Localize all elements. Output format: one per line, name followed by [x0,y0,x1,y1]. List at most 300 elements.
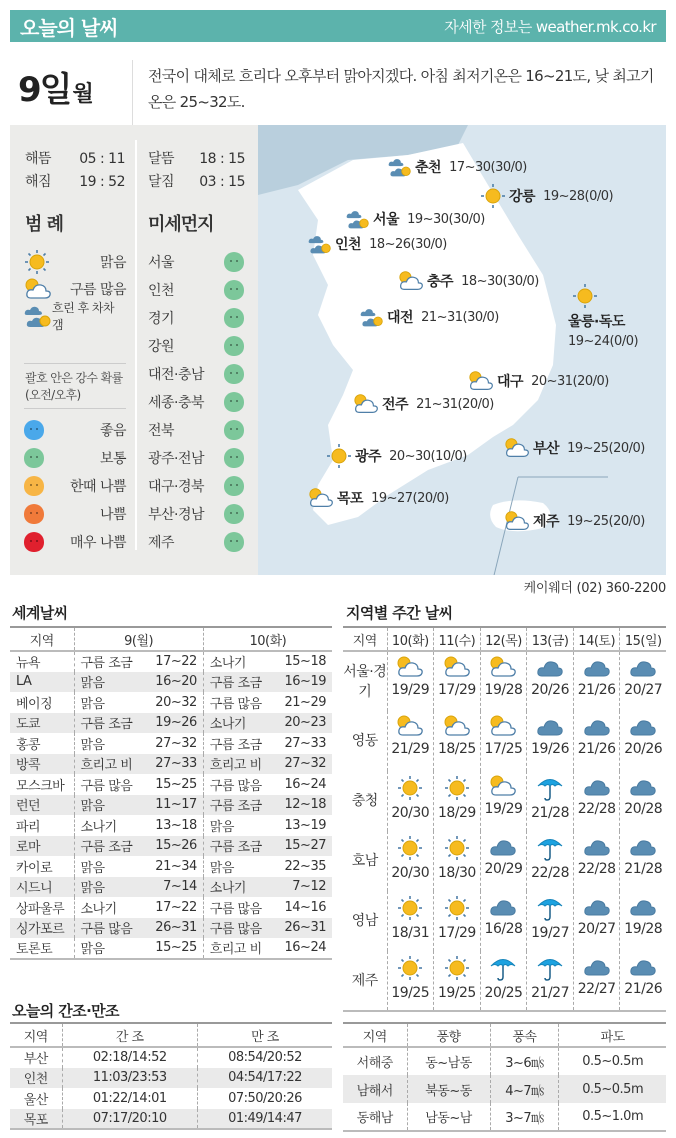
region-name: 강원 [148,339,175,355]
date-display [18,62,94,111]
city-chungju [398,270,539,292]
wind-speed: 3~7㎧ [490,1103,559,1131]
temp-range: 21/29 [391,741,430,757]
precip-note: 괄호 안은 강수 확률 (오전/오후) [25,371,123,402]
dust-level-very-bad [24,528,126,556]
temp-range: 15~27 [274,836,332,857]
temp-range: 7~12 [274,877,332,898]
temp-range: 19~26 [145,713,203,734]
forecast-cell [573,891,620,951]
city-daejeon [360,305,499,329]
forecast-cell [480,771,527,831]
temp-range: 27~33 [145,754,203,775]
col-day: 13(금) [527,627,574,651]
overcast-icon [629,719,657,734]
moonrise-label: 달뜸 [148,151,175,167]
dust-legend [24,416,126,556]
temp-range: 17/29 [437,682,476,698]
temp-range: 19/25 [437,985,476,1001]
overcast-clearing-icon [360,305,384,329]
city-temp: 18~30(30/0) [461,273,539,289]
city-temp: 19~24(0/0) [568,334,639,349]
table-row [10,1047,332,1068]
city-name: 방콕 [10,754,74,775]
face-normal-icon [224,280,244,300]
table-row [343,711,666,771]
temp-range: 17~22 [155,654,197,670]
city-name: 싱가포르 [10,918,74,939]
col-region: 지역 [10,627,74,651]
overcast-icon [583,719,611,734]
table-header [10,627,332,651]
temp-range: 27~32 [155,735,197,751]
wind-speed: 3~6㎧ [490,1047,559,1075]
cloudy-icon [396,660,424,675]
temp-range: 19/28 [484,682,523,698]
region-name: 목포 [10,1109,62,1130]
forecast-cell [573,951,620,1011]
legend-item [24,248,126,275]
forecast-cell [387,771,434,831]
face-normal-icon [224,252,244,272]
city-name: LA [10,672,74,693]
city-name: 뉴욕 [16,656,41,672]
sun-icon [444,781,470,796]
city-temp: 17~30(30/0) [449,159,527,175]
temp-range: 21/26 [577,741,616,757]
temp-range: 19/25 [391,985,430,1001]
temp-range: 20/30 [391,805,430,821]
forecast-cell [573,771,620,831]
temp-range: 16~24 [284,940,326,956]
low-tide-time: 02:18/14:52 [62,1047,197,1068]
col-day: 14(토) [573,627,620,651]
forecast-cell [387,951,434,1011]
temp-range: 20/27 [624,682,663,698]
sunset-time: 19 : 52 [79,174,125,190]
dust-region [148,304,244,332]
overcast-icon [583,839,611,854]
temp-range: 18/29 [437,805,476,821]
cloudy-icon [443,660,471,675]
region-name: 인천 [10,1068,62,1089]
condition: 구름 많음 [203,897,274,918]
temp-range: 21/28 [624,861,663,877]
sunrise-time: 05 : 11 [79,151,125,167]
dust-level-sometimes-bad [24,472,126,500]
col-day: 10(화) [387,627,434,651]
city-name: 광주 [355,449,382,465]
temp-range: 22/28 [577,801,616,817]
cloudy-icon [489,719,517,734]
forecast-cell [434,891,481,951]
forecast-cell [527,891,574,951]
table-row [10,897,332,918]
low-tide-time: 01:22/14:01 [62,1088,197,1109]
forecast-cell [434,951,481,1011]
city-name: 춘천 [415,160,442,176]
sun-icon [397,781,423,796]
overcast-icon [629,899,657,914]
temp-range: 21/26 [577,682,616,698]
face-normal-icon [224,336,244,356]
korea-map [258,125,666,575]
table-row [343,951,666,1011]
city-temp: 21~31(30/0) [421,309,499,325]
face-normal-icon [224,308,244,328]
temp-range: 20/28 [624,801,663,817]
temp-range: 27~32 [274,754,332,775]
forecast-cell [620,951,666,1011]
cloudy-icon [353,393,379,415]
moonset-label: 달짐 [148,174,175,190]
region-name: 남해서 [343,1075,407,1103]
col-wind-direction: 풍향 [407,1023,490,1047]
table-row [10,877,332,898]
temp-range: 22~35 [284,858,326,874]
city-name: 서울 [373,212,400,228]
world-weather-title: 세계날씨 [12,604,68,622]
umbrella-icon [536,781,564,796]
face-normal-icon [224,392,244,412]
table-row [10,713,332,734]
moon-times [148,148,245,194]
col-high-tide: 만 조 [197,1023,332,1047]
overcast-icon [489,839,517,854]
region-name: 서해중 [356,1056,393,1071]
fine-dust-title: 미세먼지 [148,214,214,235]
city-temp: 19~30(30/0) [407,211,485,227]
sunrise-label: 해뜸 [25,151,52,167]
region-name: 인천 [148,283,175,299]
weekly-weather-table [343,626,666,1012]
dust-region [148,332,244,360]
region-name: 영남 [351,913,378,929]
temp-range: 17/29 [437,925,476,941]
temp-range: 18/30 [437,865,476,881]
temp-range: 21/28 [531,805,569,821]
temp-range: 26~31 [274,918,332,939]
region-name: 동해남 [356,1111,393,1126]
temp-range: 19/29 [391,682,430,698]
umbrella-icon [536,961,564,976]
col-wave: 파도 [559,1023,666,1047]
temp-range: 20~32 [155,694,197,710]
condition: 구름 많음 [74,774,145,795]
city-name: 토론토 [16,942,53,958]
city-name: 파리 [16,819,41,835]
low-tide-time: 11:03/23:53 [62,1068,197,1089]
condition: 소나기 [74,897,145,918]
weekly-weather-title: 지역별 주간 날씨 [346,604,453,622]
cloudy-icon [308,487,334,509]
condition: 맑음 [74,672,145,693]
city-seoul [346,207,485,231]
temp-range: 13~19 [284,817,326,833]
forecast-cell [527,831,574,891]
temp-range: 20/26 [624,741,663,757]
temp-range: 18/25 [437,741,476,757]
face-sometimes-bad-icon [24,476,44,496]
forecast-cell [620,711,666,771]
overcast-icon [536,719,564,734]
table-row [10,815,332,836]
table-row [343,831,666,891]
legend-list [24,248,126,332]
overcast-icon [489,899,517,914]
temp-range: 21/27 [531,985,569,1001]
sunset-label: 해짐 [25,174,52,190]
overcast-icon [629,839,657,854]
cloudy-icon [468,370,494,392]
forecast-cell [620,891,666,951]
sun-icon [572,283,598,309]
table-row [10,754,332,775]
temp-range: 21~29 [284,694,326,710]
temp-range: 19/28 [624,921,663,937]
col-region: 지역 [10,1023,62,1047]
table-header [343,1023,666,1047]
col-low-tide: 간 조 [62,1023,197,1047]
overcast-clearing-icon [308,232,332,256]
overcast-icon [583,899,611,914]
dust-region [148,360,244,388]
high-tide-time: 01:49/14:47 [197,1109,332,1130]
table-header [343,627,666,651]
city-temp: 18~26(30/0) [369,236,447,252]
forecast-cell [434,831,481,891]
temp-range: 15~18 [284,654,326,670]
table-row [10,672,332,693]
city-name: 로마 [10,836,74,857]
city-ulleung-dokdo [568,283,638,349]
temp-range: 20/25 [484,985,523,1001]
temp-range: 16~19 [274,672,332,693]
temp-range: 20~23 [274,713,332,734]
city-temp: 20~30(10/0) [389,448,467,464]
city-incheon [308,232,447,256]
region-name: 경기 [148,311,175,327]
city-jeju [504,510,645,532]
wind-direction: 동~남동 [407,1047,490,1075]
forecast-cell [573,651,620,711]
data-credit: 케이웨더 (02) 360-2200 [523,581,666,596]
table-row [343,651,666,711]
forecast-cell [527,771,574,831]
city-name: 전주 [382,397,409,413]
temp-range: 18/31 [391,925,430,941]
city-name: 홍콩 [16,737,41,753]
divider [135,140,137,550]
forecast-cell [620,771,666,831]
temp-range: 11~17 [145,795,203,816]
table-row [10,733,332,754]
city-temp: 19~27(20/0) [371,490,449,506]
city-daegu [468,370,609,392]
face-bad-icon [24,504,44,524]
date-weekday: 월 [72,82,94,107]
col-day: 15(일) [620,627,666,651]
region-name: 서울 [148,255,175,271]
temp-range: 26~31 [145,918,203,939]
temp-range: 15~26 [145,836,203,857]
condition: 흐리고 비 [203,754,274,775]
city-mokpo [308,487,449,509]
forecast-cell [620,651,666,711]
forecast-cell [434,711,481,771]
overcast-icon [536,660,564,675]
wind-direction: 북동~동 [407,1075,490,1103]
condition: 소나기 [203,877,274,898]
table-row [10,1088,332,1109]
overcast-icon [629,660,657,675]
region-name: 충청 [351,793,378,809]
dust-region [148,444,244,472]
col-region: 지역 [343,627,387,651]
dust-label: 보통 [99,451,126,467]
city-name: 충주 [427,274,454,290]
tide-title: 오늘의 간조·만조 [12,1002,119,1020]
region-name: 부산·경남 [148,507,205,523]
face-normal-icon [224,476,244,496]
umbrella-icon [536,841,564,856]
condition: 소나기 [74,815,145,836]
forecast-cell [573,711,620,771]
face-very-bad-icon [24,532,44,552]
region-name: 울산 [23,1092,48,1108]
city-name: 카이로 [16,860,53,876]
temp-range: 22/28 [577,861,616,877]
condition: 맑음 [74,938,145,959]
temp-range: 17~22 [155,899,197,915]
legend-item [24,300,126,332]
col-day: 11(수) [434,627,481,651]
city-temp: 20~31(20/0) [531,373,609,389]
condition: 맑음 [74,856,145,877]
condition: 맑음 [74,877,145,898]
dust-level-bad [24,500,126,528]
cloudy-icon [504,510,530,532]
forecast-cell [434,771,481,831]
city-jeonju [353,393,494,415]
temp-range: 20/27 [577,921,616,937]
table-row [10,774,332,795]
region-name: 제주 [351,972,378,989]
table-row [10,1068,332,1089]
condition: 구름 조금 [203,795,274,816]
forecast-cell [480,651,527,711]
overcast-icon [629,779,657,794]
face-normal-icon [24,448,44,468]
sun-times [25,148,125,194]
city-name: 부산 [533,441,560,457]
condition: 구름 조금 [203,836,274,857]
forecast-cell [387,711,434,771]
table-row [343,1075,666,1103]
face-normal-icon [224,504,244,524]
condition: 구름 조금 [203,672,274,693]
condition: 구름 많음 [74,918,145,939]
region-name: 부산 [23,1052,48,1068]
forecast-cell [387,891,434,951]
forecast-cell [620,831,666,891]
region-name: 대구·경북 [148,479,205,495]
overcast-clearing-icon [346,207,370,231]
table-row [10,918,332,939]
temp-range: 22/27 [577,981,616,997]
forecast-summary: 전국이 대체로 흐리다 오후부터 맑아지겠다. 아침 최저기온은 16~21도, 낮 최고기온은 25~32도. [148,67,654,111]
table-header [10,1023,332,1047]
table-row [343,771,666,831]
high-tide-time: 08:54/20:52 [197,1047,332,1068]
moonset-time: 03 : 15 [199,174,245,190]
region-name: 광주·전남 [148,451,205,467]
temp-range: 17/25 [484,741,523,757]
forecast-cell [480,951,527,1011]
legend-label: 맑음 [99,254,126,271]
sun-icon [444,961,470,976]
temp-range: 14~16 [284,899,326,915]
city-name: 시드니 [10,877,74,898]
region-name: 제주 [148,535,175,551]
region-name: 호남 [351,853,378,869]
city-name: 모스크바 [16,778,65,794]
city-name: 런던 [10,795,74,816]
city-name: 인천 [335,237,362,253]
condition: 맑음 [74,692,145,713]
wind-speed: 4~7㎧ [490,1075,559,1103]
forecast-cell [480,831,527,891]
city-temp: 19~25(20/0) [567,513,645,529]
condition: 소나기 [203,713,274,734]
condition: 구름 조금 [74,713,145,734]
temp-range: 27~33 [284,735,326,751]
temp-range: 12~18 [274,795,332,816]
forecast-cell [387,651,434,711]
forecast-cell [527,951,574,1011]
dust-region [148,472,244,500]
face-normal-icon [224,448,244,468]
dust-region [148,388,244,416]
temp-range: 15~25 [155,776,197,792]
dust-label: 한때 나쁨 [69,479,126,495]
condition: 구름 많음 [203,692,274,713]
overcast-icon [583,660,611,675]
temp-range: 22/28 [531,865,569,881]
col-day: 12(목) [480,627,527,651]
city-name: 울릉·독도 [568,314,625,330]
sun-icon [480,183,506,209]
condition: 구름 조금 [74,836,145,857]
city-busan [504,437,645,459]
temp-range: 20/26 [531,682,569,698]
forecast-cell [387,831,434,891]
temp-range: 20/30 [391,865,430,881]
dust-level-normal [24,444,126,472]
table-row [10,836,332,857]
dust-region [148,276,244,304]
temp-range: 20/29 [484,861,523,877]
website-link[interactable]: 자세한 정보는 weather.mk.co.kr [444,17,656,36]
dust-region [148,500,244,528]
condition: 구름 많음 [203,774,274,795]
temp-range: 16~20 [145,672,203,693]
table-row [10,856,332,877]
sun-icon [397,961,423,976]
page-title: 오늘의 날씨 [20,15,118,40]
table-row [10,795,332,816]
col-wind-speed: 풍속 [490,1023,559,1047]
